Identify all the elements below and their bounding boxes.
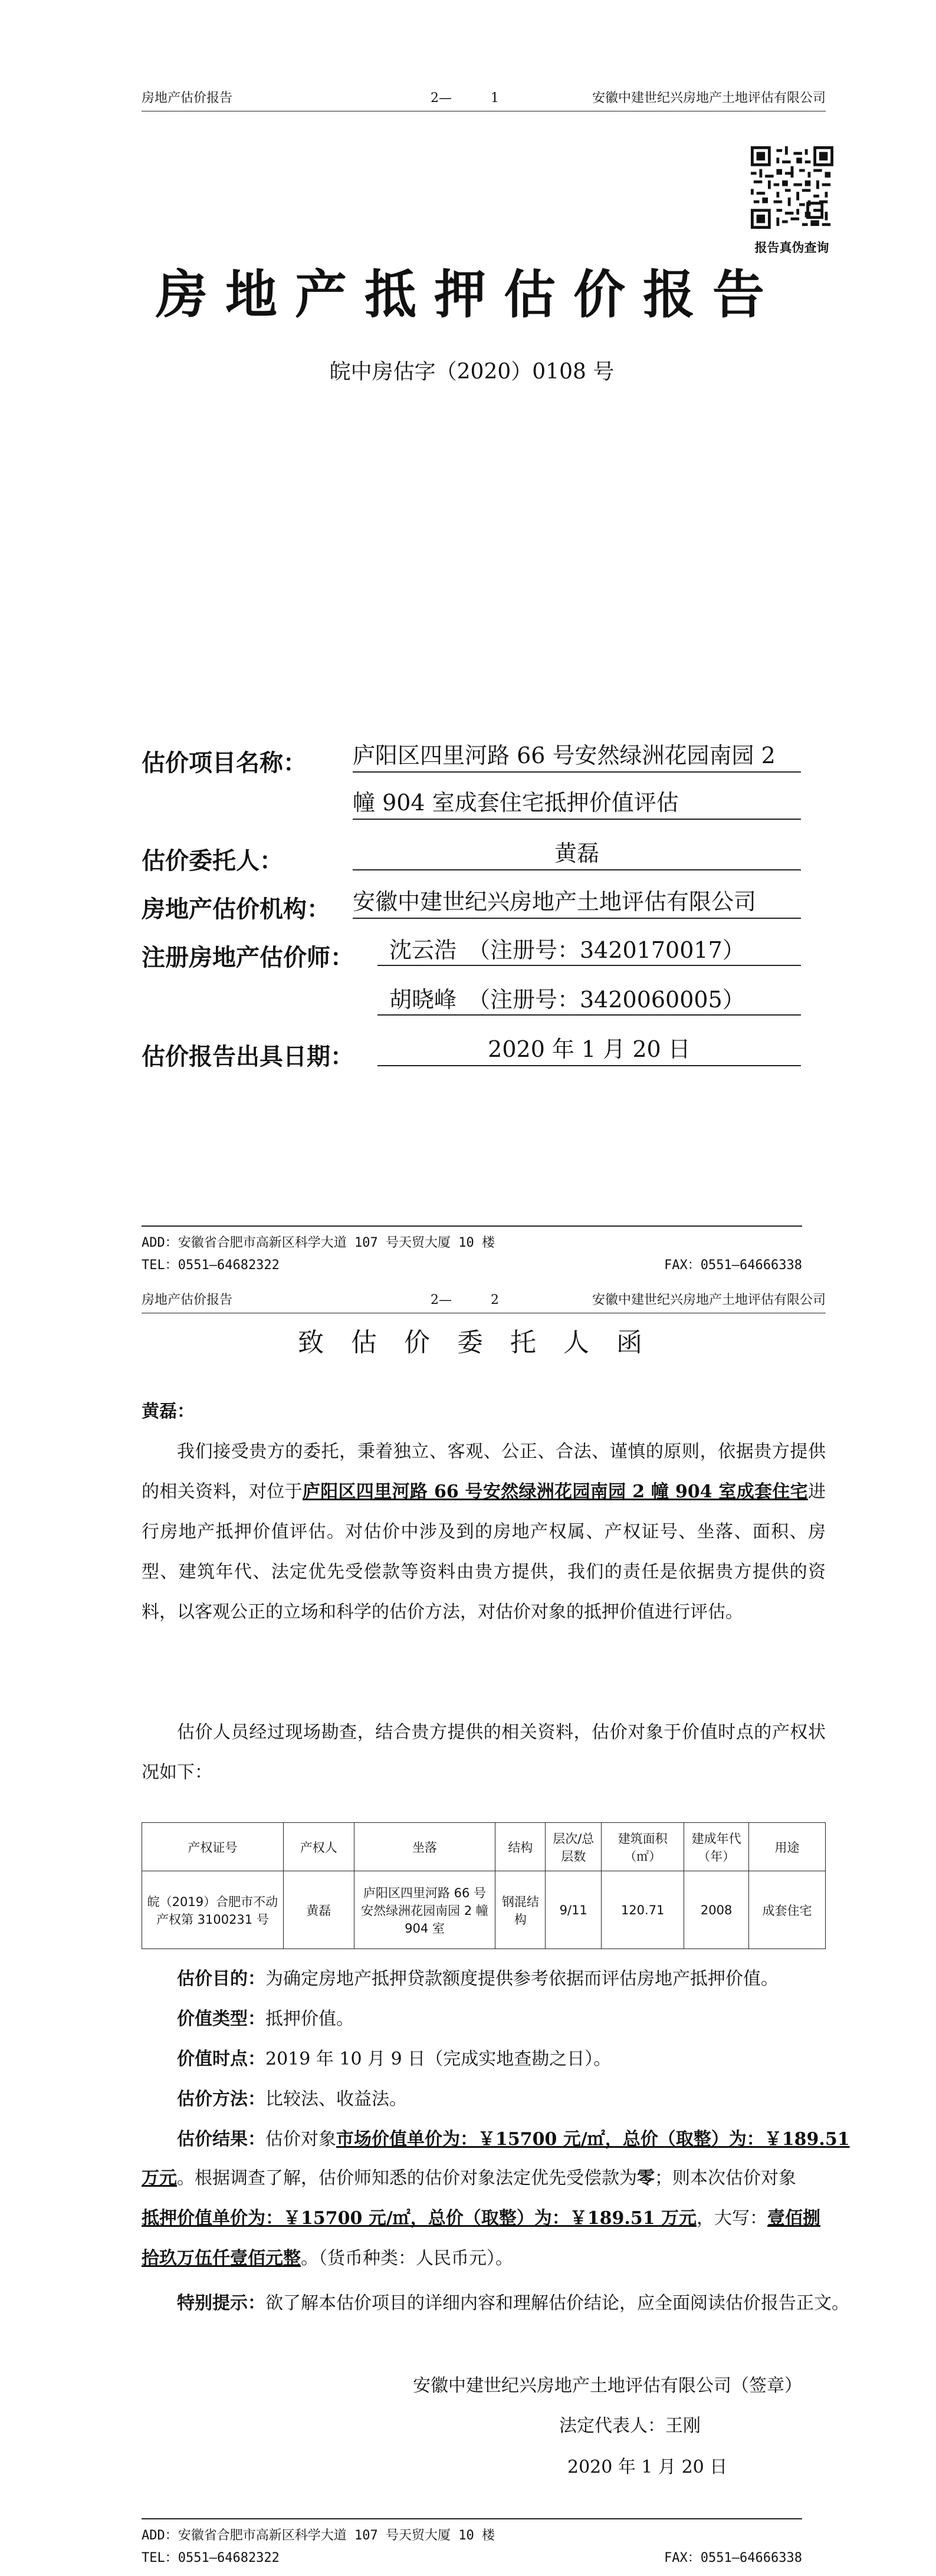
table-cell: 钢混结构 — [495, 1871, 546, 1949]
property-table — [142, 1822, 826, 1949]
table-header-cell: 用途 — [749, 1823, 826, 1871]
project-label: 估价项目名称： — [142, 749, 307, 777]
table-header-cell: 建成年代（年） — [684, 1823, 749, 1871]
notice-label: 特别提示： — [177, 2293, 265, 2314]
result-text: 。（货币种类：人民币元）。 — [301, 2248, 513, 2269]
appraiser-1: 沈云浩 （注册号：3420170017） — [377, 935, 801, 966]
signature-date: 2020 年 1 月 20 日 — [567, 2457, 728, 2478]
purpose-label: 估价目的： — [177, 1969, 265, 1989]
purpose-value: 为确定房地产抵押贷款额度提供参考依据而评估房地产抵押价值。 — [265, 1969, 779, 1989]
document-number: 皖中房估字（2020）0108 号 — [329, 360, 615, 384]
table-cell: 皖（2019）合肥市不动产权第 3100231 号 — [142, 1871, 284, 1949]
header-page-number: 2— 2 — [431, 1293, 499, 1307]
market-value-unit: 万元 — [142, 2168, 177, 2189]
report-cover-page — [0, 0, 936, 1286]
value-time-item — [177, 2044, 611, 2070]
result-text: ，大写： — [697, 2208, 768, 2229]
header-company: 安徽中建世纪兴房地产土地评估有限公司 — [592, 91, 826, 106]
header-left: 房地产估价报告 — [142, 91, 233, 106]
footer-fax: FAX：0551—64666338 — [664, 1258, 802, 1273]
letter-page — [0, 1286, 936, 2576]
page-header — [142, 88, 826, 111]
project-value-line2: 幢 904 室成套住宅抵押价值评估 — [353, 788, 801, 820]
qr-caption: 报告真伪查询 — [754, 241, 829, 255]
table-header-cell: 产权人 — [283, 1823, 354, 1871]
table-cell: 9/11 — [546, 1871, 602, 1949]
footer-rule — [142, 2518, 802, 2519]
table-cell: 120.71 — [602, 1871, 684, 1949]
client-label: 估价委托人： — [142, 847, 283, 875]
project-value-line1: 庐阳区四里河路 66 号安然绿洲花园南园 2 — [353, 741, 801, 773]
letter-paragraph-1 — [142, 1432, 826, 1632]
result-label: 估价结果： — [177, 2129, 265, 2150]
value-time-value: 2019 年 10 月 9 日（完成实地查勘之日）。 — [265, 2049, 612, 2069]
notice-item — [177, 2288, 849, 2314]
table-cell: 庐阳区四里河路 66 号安然绿洲花园南园 2 幢 904 室 — [354, 1871, 495, 1949]
date-value: 2020 年 1 月 20 日 — [377, 1034, 801, 1066]
org-value: 安徽中建世纪兴房地产土地评估有限公司 — [353, 887, 801, 919]
value-type-label: 价值类型： — [177, 2009, 265, 2029]
result-line-4 — [142, 2239, 826, 2279]
org-label: 房地产估价机构： — [142, 895, 330, 923]
mortgage-value: 抵押价值单价为：￥15700 元/㎡，总价（取整）为：￥189.51 万元 — [142, 2208, 697, 2229]
qr-code-icon[interactable] — [751, 146, 833, 229]
report-title: 房地产抵押估价报告 — [155, 264, 782, 325]
value-type-item — [177, 2004, 354, 2030]
table-header-cell: 结构 — [495, 1823, 546, 1871]
priority-claim: 零 — [637, 2168, 655, 2189]
result-line-2 — [142, 2158, 826, 2199]
date-label: 估价报告出具日期： — [142, 1043, 354, 1070]
result-text: 。根据调查了解，估价师知悉的估价对象法定优先受偿款为 — [177, 2168, 637, 2189]
table-header-row — [142, 1823, 826, 1871]
salutation: 黄磊： — [142, 1401, 195, 1422]
value-type-value: 抵押价值。 — [265, 2009, 354, 2029]
table-header-cell: 建筑面积（㎡） — [602, 1823, 684, 1871]
header-left: 房地产估价报告 — [142, 1293, 233, 1307]
table-header-cell: 产权证号 — [142, 1823, 284, 1871]
footer-tel: TEL：0551—64682322 — [142, 2551, 280, 2565]
result-line-3 — [142, 2199, 826, 2239]
p1-text-a: 我们接受贵方的委托，秉着独立、客观、公正、合法、谨慎的原则，依据贵方提供的相关资料，对位于 — [142, 1441, 826, 1502]
method-item — [177, 2084, 407, 2110]
footer-address: ADD：安徽省合肥市高新区科学大道 107 号天贸大厦 10 楼 — [142, 1236, 495, 1250]
market-value: 市场价值单价为：￥15700 元/㎡，总价（取整）为：￥189.51 — [336, 2129, 850, 2150]
table-cell: 2008 — [684, 1871, 749, 1949]
page-header — [142, 1290, 826, 1313]
table-cell: 成套住宅 — [749, 1871, 826, 1949]
p1-address: 庐阳区四里河路 66 号安然绿洲花园南园 2 幢 904 室成套住宅 — [302, 1481, 809, 1502]
table-header-cell: 层次/总层数 — [546, 1823, 602, 1871]
header-page-number: 2— 1 — [431, 91, 499, 106]
footer-tel: TEL：0551—64682322 — [142, 1258, 280, 1273]
signature-company: 安徽中建世纪兴房地产土地评估有限公司（签章） — [413, 2375, 802, 2396]
notice-text: 欲了解本估价项目的详细内容和理解估价结论，应全面阅读估价报告正文。 — [265, 2293, 849, 2314]
appraiser-label: 注册房地产估价师： — [142, 944, 354, 971]
letter-title: 致估价委托人函 — [298, 1328, 669, 1358]
result-line-1 — [177, 2124, 850, 2150]
method-value: 比较法、收益法。 — [265, 2089, 407, 2110]
header-company: 安徽中建世纪兴房地产土地评估有限公司 — [592, 1293, 826, 1307]
table-cell: 黄磊 — [283, 1871, 354, 1949]
mortgage-value-capital-cont: 拾玖万伍仟壹佰元整 — [142, 2248, 301, 2269]
appraiser-2: 胡晓峰 （注册号：3420060005） — [377, 985, 801, 1016]
mortgage-value-capital: 壹佰捌 — [767, 2208, 821, 2229]
footer-rule — [142, 1225, 802, 1227]
client-value: 黄磊 — [353, 839, 801, 870]
footer-fax: FAX：0551—64666338 — [664, 2551, 802, 2565]
letter-paragraph-2: 估价人员经过现场勘查，结合贵方提供的相关资料，估价对象于价值时点的产权状况如下： — [142, 1722, 826, 1783]
footer-address: ADD：安徽省合肥市高新区科学大道 107 号天贸大厦 10 楼 — [142, 2528, 495, 2543]
value-time-label: 价值时点： — [177, 2049, 265, 2069]
purpose-item — [177, 1964, 779, 1990]
p1-text-b: 进行房地产抵押价值评估。对估价中涉及到的房地产权属、产权证号、坐落、面积、房型、建筑年代、法定优先受偿款等资料由贵方提供，我们的责任是依据贵方提供的资料，以客观公正的立场和科学的估价方法，对估价对象的抵押价值进行评估。 — [142, 1481, 826, 1622]
signature-representative: 法定代表人：王刚 — [559, 2416, 701, 2436]
table-row — [142, 1871, 826, 1949]
result-text: 估价对象 — [265, 2129, 336, 2150]
result-text: ；则本次估价对象 — [655, 2168, 796, 2189]
table-header-cell: 坐落 — [354, 1823, 495, 1871]
method-label: 估价方法： — [177, 2089, 265, 2110]
